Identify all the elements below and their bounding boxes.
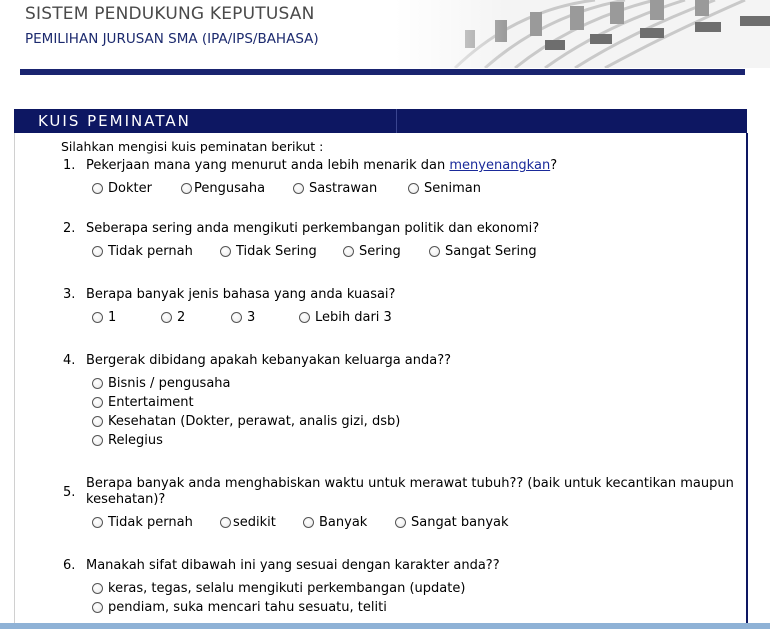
question-5-text-line2: kesehatan)? <box>86 492 166 507</box>
q6-option-pendiam[interactable] <box>92 600 387 615</box>
option-label: Entertaiment <box>108 395 194 410</box>
q5-option-sedikit[interactable] <box>220 515 276 530</box>
header-divider <box>20 69 745 75</box>
radio-button[interactable] <box>303 517 314 528</box>
option-label: Sangat banyak <box>411 515 509 530</box>
radio-button[interactable] <box>92 416 103 427</box>
q2-option-tidak-sering[interactable] <box>220 244 317 259</box>
radio-button[interactable] <box>92 583 103 594</box>
option-label: 2 <box>177 310 186 325</box>
question-1-text-start: Pekerjaan mana yang menurut anda lebih menarik dan <box>86 158 450 173</box>
q4-option-relegius[interactable] <box>92 433 163 448</box>
q1-option-pengusaha[interactable] <box>181 181 265 196</box>
bar-separator <box>396 109 397 133</box>
radio-button[interactable] <box>408 183 419 194</box>
q3-option-3[interactable] <box>231 310 255 325</box>
option-label: pendiam, suka mencari tahu sesuatu, teliti <box>108 600 387 615</box>
option-label: Kesehatan (Dokter, perawat, analis gizi, dsb) <box>108 414 401 429</box>
q4-option-entertaiment[interactable] <box>92 395 194 410</box>
question-2-text: Seberapa sering anda mengikuti perkembangan politik dan ekonomi? <box>86 221 540 236</box>
q5-option-banyak[interactable] <box>303 515 367 530</box>
q3-option-lebih-dari-3[interactable] <box>299 310 392 325</box>
site-title: SISTEM PENDUKUNG KEPUTUSAN <box>25 4 315 24</box>
option-label: Sastrawan <box>309 181 378 196</box>
radio-button[interactable] <box>92 435 103 446</box>
q2-option-sangat-sering[interactable] <box>429 244 537 259</box>
option-label: Banyak <box>319 515 368 530</box>
q3-option-1[interactable] <box>92 310 116 325</box>
question-number: 3. <box>63 287 76 302</box>
radio-button[interactable] <box>293 183 304 194</box>
radio-button[interactable] <box>92 246 103 257</box>
option-label: Tidak pernah <box>108 515 193 530</box>
question-number: 5. <box>63 485 76 500</box>
question-number: 4. <box>63 353 76 368</box>
question-4-text: Bergerak dibidang apakah kebanyakan keluarga anda?? <box>86 353 452 368</box>
option-label: Lebih dari 3 <box>315 310 392 325</box>
question-1-text <box>86 158 557 173</box>
q2-option-sering[interactable] <box>343 244 401 259</box>
q4-option-kesehatan[interactable] <box>92 414 400 429</box>
radio-button[interactable] <box>395 517 406 528</box>
q5-option-tidak-pernah[interactable] <box>92 515 193 530</box>
radio-button[interactable] <box>92 397 103 408</box>
radio-button[interactable] <box>231 312 242 323</box>
option-label: Seniman <box>424 181 481 196</box>
option-label: 1 <box>108 310 117 325</box>
option-label: keras, tegas, selalu mengikuti perkembangan (update) <box>108 581 466 596</box>
q6-option-keras[interactable] <box>92 581 465 596</box>
q1-option-sastrawan[interactable] <box>293 181 377 196</box>
q1-option-dokter[interactable] <box>92 181 152 196</box>
q4-option-bisnis[interactable] <box>92 376 231 391</box>
header-decoration <box>395 0 770 68</box>
option-label: Sangat Sering <box>445 244 537 259</box>
radio-button[interactable] <box>299 312 310 323</box>
question-6-text: Manakah sifat dibawah ini yang sesuai dengan karakter anda?? <box>86 558 500 573</box>
question-number: 1. <box>63 158 76 173</box>
radio-button[interactable] <box>220 517 231 528</box>
radio-button[interactable] <box>161 312 172 323</box>
quiz-intro: Silahkan mengisi kuis peminatan berikut : <box>61 139 324 154</box>
section-title: KUIS PEMINATAN <box>38 112 191 130</box>
radio-button[interactable] <box>181 183 192 194</box>
option-label: Sering <box>359 244 401 259</box>
radio-button[interactable] <box>429 246 440 257</box>
question-1-text-end: ? <box>550 158 558 173</box>
option-label: Tidak pernah <box>108 244 193 259</box>
option-label: Bisnis / pengusaha <box>108 376 231 391</box>
section-header-bar <box>14 109 747 133</box>
q3-option-2[interactable] <box>161 310 185 325</box>
question-5-text-line1: Berapa banyak anda menghabiskan waktu untuk merawat tubuh?? (baik untuk kecantikan maupun <box>86 476 734 491</box>
option-label: Dokter <box>108 181 152 196</box>
radio-button[interactable] <box>92 183 103 194</box>
question-1-link[interactable]: menyenangkan <box>449 158 551 173</box>
option-label: Tidak Sering <box>236 244 317 259</box>
option-label: Pengusaha <box>194 181 266 196</box>
radio-button[interactable] <box>220 246 231 257</box>
site-subtitle: PEMILIHAN JURUSAN SMA (IPA/IPS/BAHASA) <box>25 31 319 47</box>
q1-option-seniman[interactable] <box>408 181 481 196</box>
radio-button[interactable] <box>92 378 103 389</box>
question-number: 2. <box>63 221 76 236</box>
radio-button[interactable] <box>343 246 354 257</box>
radio-button[interactable] <box>92 602 103 613</box>
page-header <box>0 0 770 78</box>
radio-button[interactable] <box>92 312 103 323</box>
option-label: sedikit <box>233 515 276 530</box>
question-number: 6. <box>63 558 76 573</box>
window-bottom-edge <box>0 623 770 629</box>
q2-option-tidak-pernah[interactable] <box>92 244 193 259</box>
option-label: Relegius <box>108 433 163 448</box>
q5-option-sangat-banyak[interactable] <box>395 515 509 530</box>
question-3-text: Berapa banyak jenis bahasa yang anda kuasai? <box>86 287 396 302</box>
radio-button[interactable] <box>92 517 103 528</box>
option-label: 3 <box>247 310 256 325</box>
